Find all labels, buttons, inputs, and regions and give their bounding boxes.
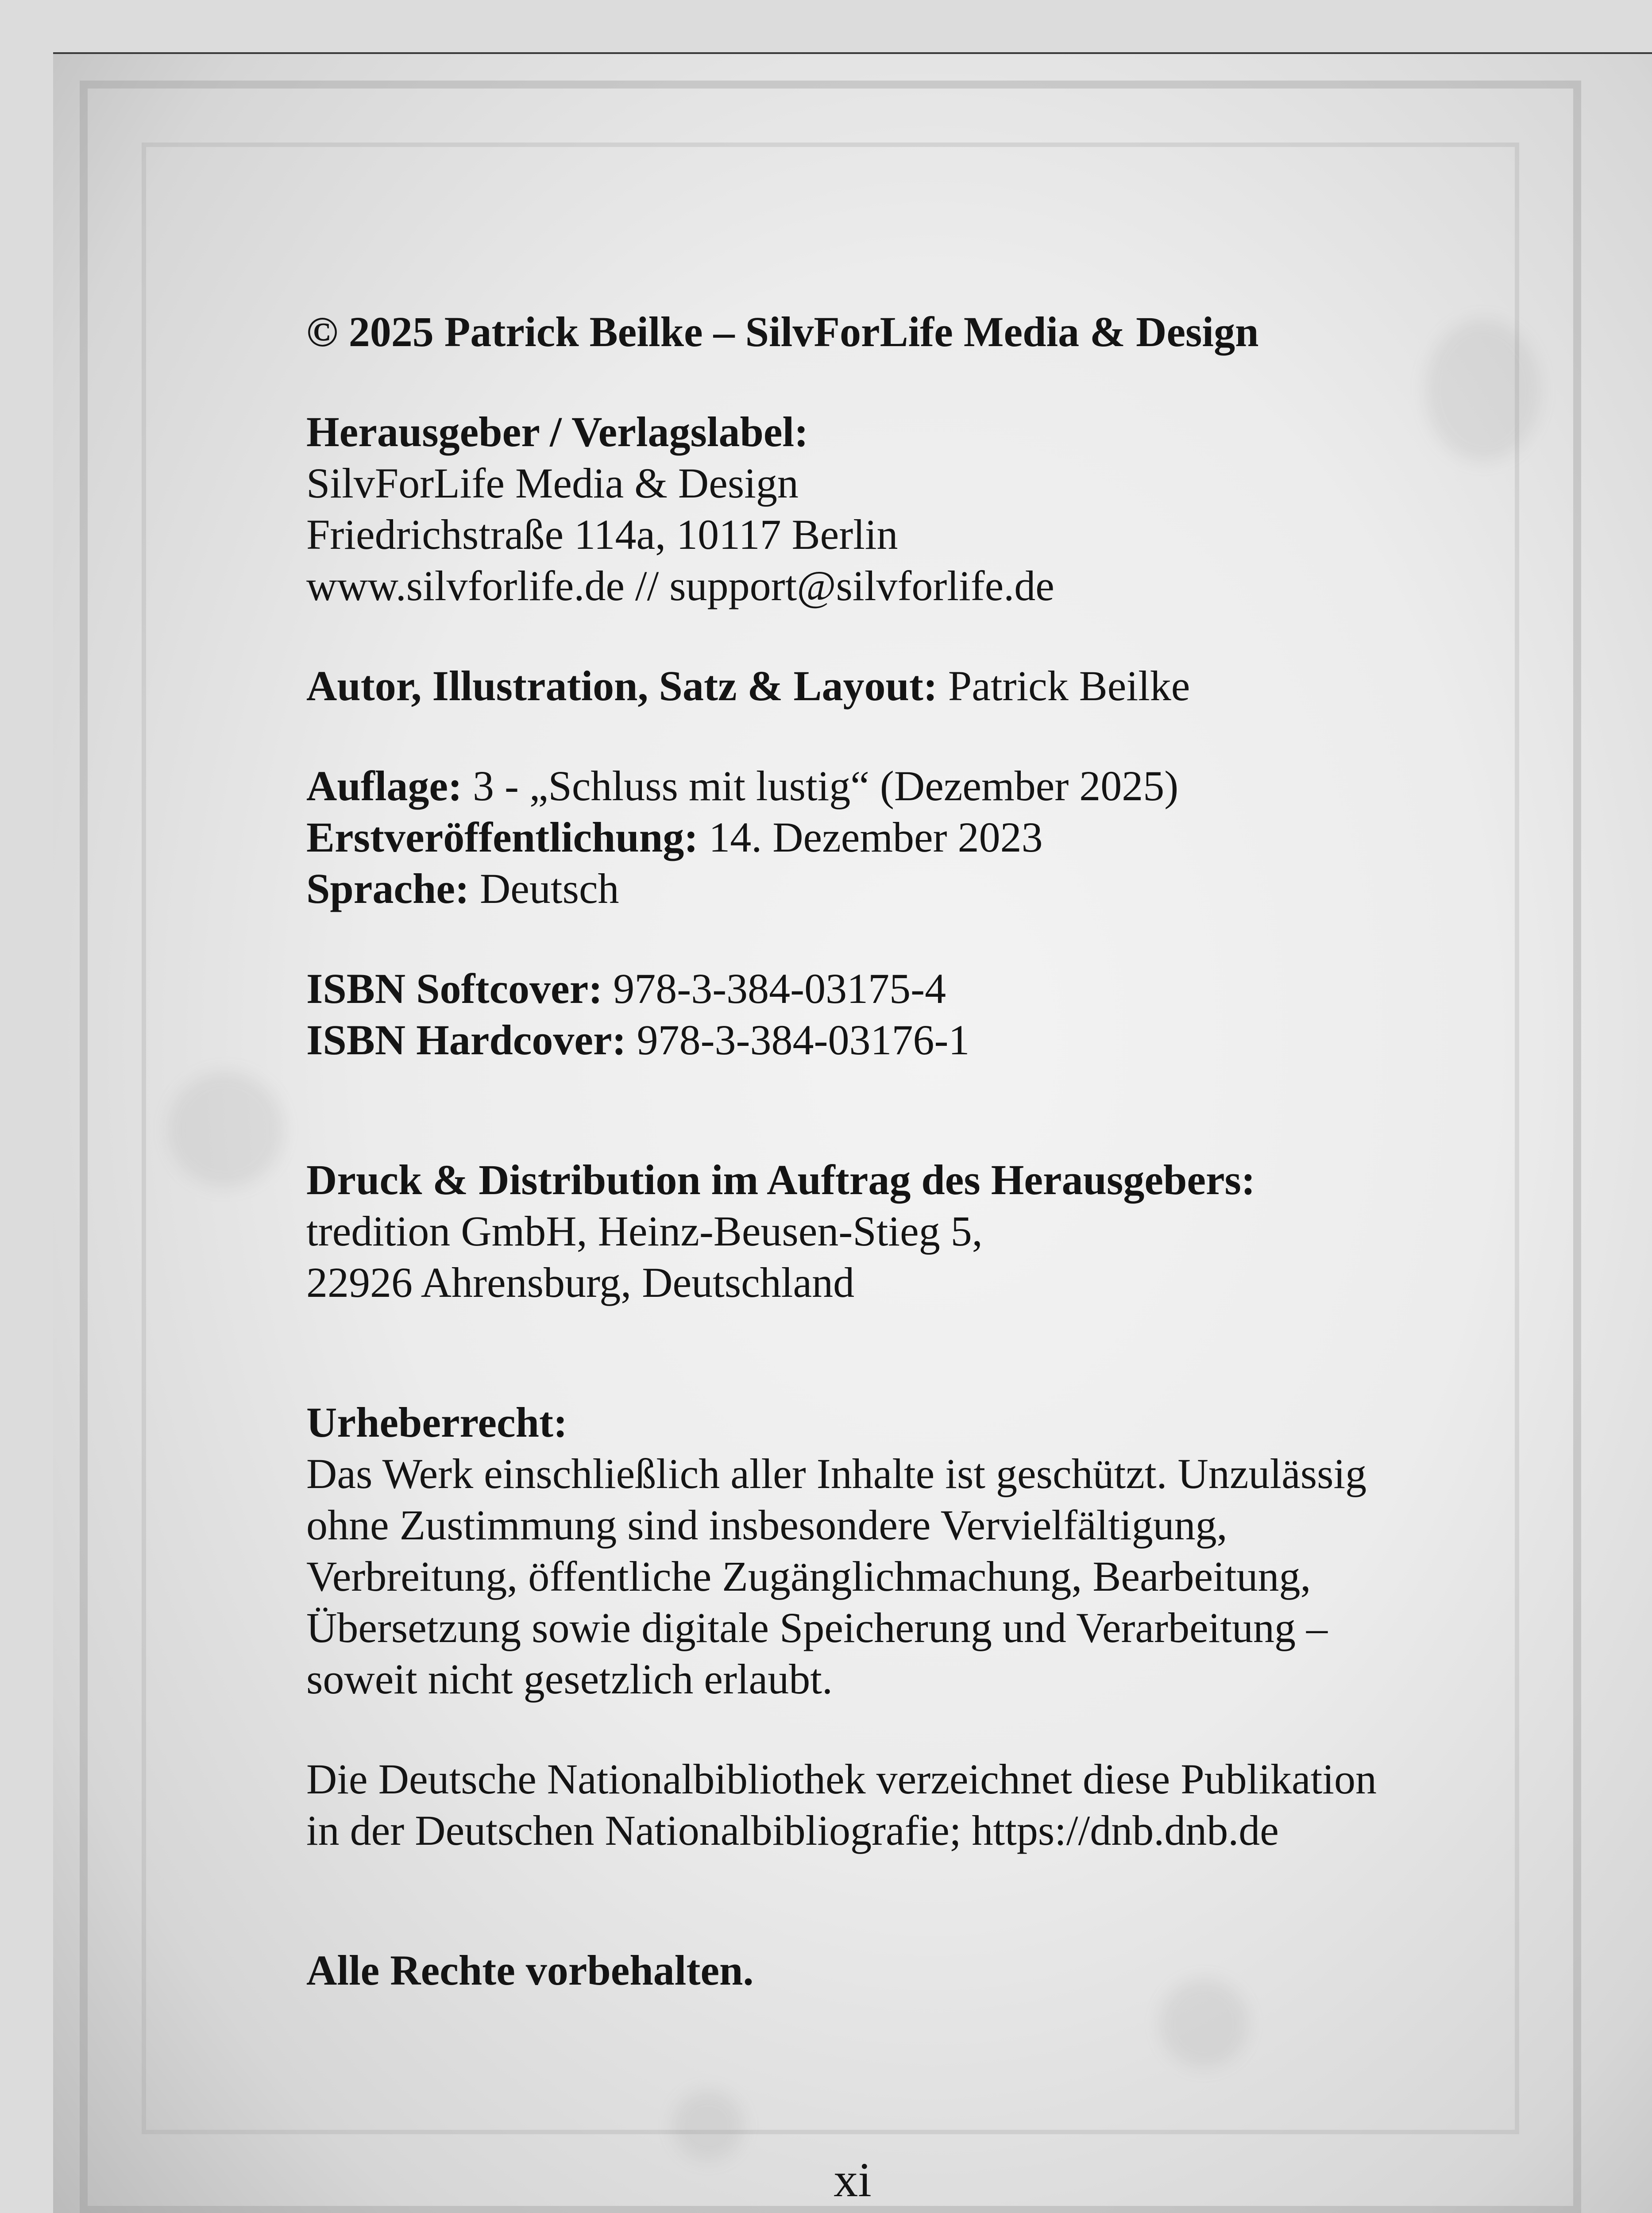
isbn-softcover-line (306, 963, 1568, 1014)
grunge-stain (673, 2090, 744, 2161)
book-page (53, 52, 1652, 2213)
author-label: Autor, Illustration, Satz & Layout: (306, 662, 938, 709)
printing-label: Druck & Distribution im Auftrag des Herausgebers: (306, 1156, 1255, 1203)
first-publication-value: 14. Dezember 2023 (698, 813, 1043, 861)
publisher-label: Herausgeber / Verlagslabel: (306, 408, 809, 455)
rights-reserved: Alle Rechte vorbehalten. (306, 1947, 754, 1994)
edition-label: Auflage: (306, 762, 462, 810)
copyright-law-line: soweit nicht gesetzlich erlaubt. (306, 1655, 833, 1703)
printing-line-2: 22926 Ahrensburg, Deutschland (306, 1259, 855, 1306)
edition-value: 3 - „Schluss mit lustig“ (Dezember 2025) (462, 762, 1179, 810)
author-value: Patrick Beilke (937, 662, 1190, 709)
publisher-address: Friedrichstraße 114a, 10117 Berlin (306, 511, 898, 558)
isbn-hardcover-value: 978-3-384-03176-1 (626, 1016, 970, 1064)
first-publication-label: Erstveröffentlichung: (306, 813, 699, 861)
isbn-hardcover-line (306, 1014, 1568, 1066)
first-publication-line (306, 812, 1568, 863)
copyright-law-line: Verbreitung, öffentliche Zugänglichmachung, Bearbeitung, (306, 1553, 1311, 1600)
publisher-web: www.silvforlife.de // support@silvforlife.de (306, 562, 1054, 609)
copyright-law-line: Übersetzung sowie digitale Speicherung und Verarbeitung – (306, 1604, 1328, 1651)
imprint-content (306, 306, 1568, 1996)
isbn-softcover-value: 978-3-384-03175-4 (602, 965, 946, 1012)
copyright-line: © 2025 Patrick Beilke – SilvForLife Media & Design (306, 308, 1259, 355)
language-value: Deutsch (469, 865, 619, 912)
dnb-line: Die Deutsche Nationalbibliothek verzeichnet diese Publikation (306, 1755, 1377, 1803)
edition-line (306, 760, 1568, 812)
author-line (306, 660, 1568, 712)
grunge-stain (168, 1072, 283, 1187)
language-line (306, 863, 1568, 914)
copyright-law-line: ohne Zustimmung sind insbesondere Vervielfältigung, (306, 1501, 1227, 1549)
copyright-law-label: Urheberrecht: (306, 1399, 567, 1446)
isbn-hardcover-label: ISBN Hardcover: (306, 1016, 626, 1064)
language-label: Sprache: (306, 865, 469, 912)
publisher-name: SilvForLife Media & Design (306, 459, 799, 507)
copyright-law-line: Das Werk einschließlich aller Inhalte ist geschützt. Unzulässig (306, 1450, 1367, 1497)
printing-line-1: tredition GmbH, Heinz-Beusen-Stieg 5, (306, 1207, 983, 1255)
isbn-softcover-label: ISBN Softcover: (306, 965, 603, 1012)
dnb-line: in der Deutschen Nationalbibliografie; https://dnb.dnb.de (306, 1807, 1279, 1854)
page-number: xi (834, 2153, 872, 2207)
